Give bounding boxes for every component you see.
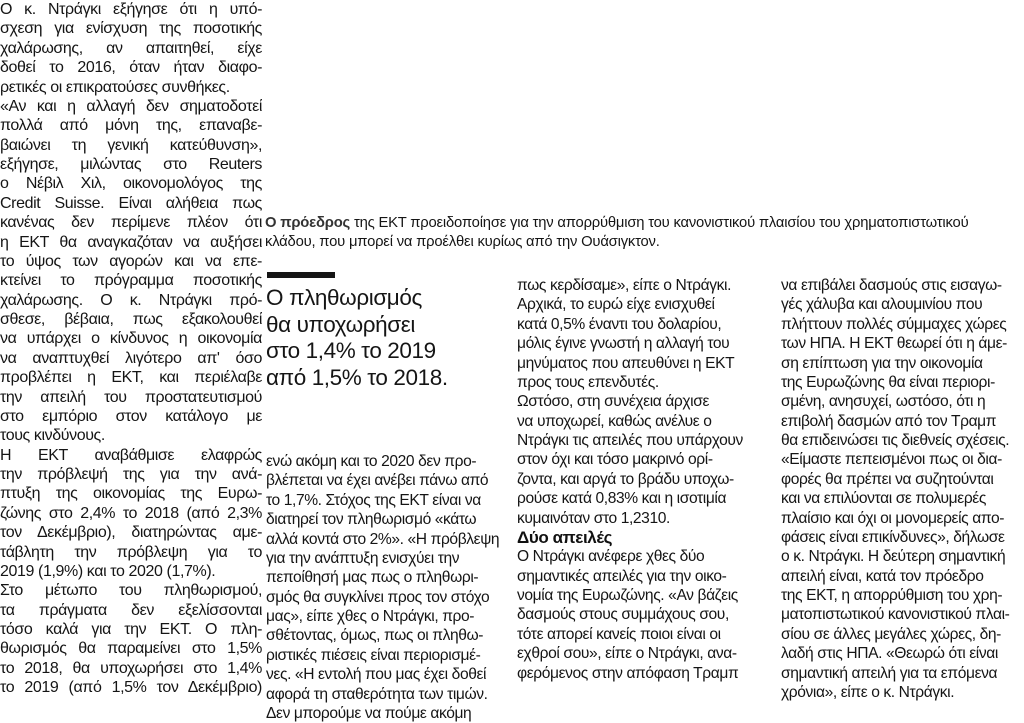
col1-line: 2019 (1,9%) και το 2020 (1,7%). [0,562,216,580]
col1-line: «Αν και η αλλαγή δεν σηματοδοτεί [0,97,262,115]
col5-line: ση επίπτωση για την οικονομία [781,354,983,372]
col3-line: για την ανάπτυξη ενισχύει την [266,549,460,567]
col5-line: φορές θα πρέπει να συζητούνται [781,470,994,488]
col3-line: διατηρεί τον πληθωρισμό «κάτω [266,511,477,529]
article-column-4 [517,276,760,683]
col1-line: προβλέπει η ΕΚΤ, και περιέλαβε [0,369,262,387]
col5-line: επιβολή δασμών από τον Τραμπ [781,412,997,430]
col5-line: της ΕΚΤ, η απορρύθμιση του χρη- [781,587,1003,604]
col1-line: χαλάρωσης, αν απαιτηθεί, είχε [0,39,262,57]
col1-line: την πρόβλεψή της για την ανά- [0,466,262,483]
col1-line: Στο μέτωπο του πληθωρισμού, [0,582,262,600]
col3-line: πεποίθησή μας πως ο πληθωρι- [266,569,479,587]
article-column-1 [0,0,262,698]
col5-line: και να επιλύονται σε πολυμερές [781,490,986,508]
col5-line: σίου σε άλλες μεγάλες χώρες, δη- [781,625,1001,643]
caption-line-1 [265,214,1024,233]
col3-line: σθέτοντας, όμως, πως οι πληθω- [266,627,484,645]
pull-quote-line: από 1,5% το 2018. [266,364,448,390]
article-column-5 [781,276,1024,702]
col1-line: τάβλητη την πρόβλεψη για το [0,543,262,561]
col5-line: «Είμαστε πεπεισμένοι πως οι δια- [781,451,1002,469]
col3-line: βλέπεται να έχει ανέβει πάνω από [266,472,489,490]
col1-line: δοθεί το 2016, όταν ήταν διαφο- [0,59,262,77]
col4-line: νομία της Ευρωζώνης. «Αν βάζεις [517,587,738,604]
col5-line: χρόνια», είπε ο κ. Ντράγκι. [781,683,955,701]
col1-line: το 2019 (από 1,5% τον Δεκέμβριο) [0,679,262,697]
col4-line: φερόμενος στην απόφαση Τραμπ [517,664,739,682]
pull-quote-line: στο 1,4% το 2019 [266,338,436,364]
col5-line: σμένη, ανησυχεί, ωστόσο, ότι η [781,393,986,411]
col1-line: να αναπτυχθεί λιγότερο απ' όσο [0,349,262,367]
col1-line: ο Νέβιλ Χιλ, οικονομολόγος της [0,175,262,193]
pull-quote-rule [267,272,335,278]
col5-line: των ΗΠΑ. Η ΕΚΤ θεωρεί ότι η άμε- [781,335,1007,353]
photo-caption [265,214,1024,252]
col4-line: Ωστόσο, στη συνέχεια άρχισε [517,393,710,411]
col5-line: γές χάλυβα και αλουμινίου που [781,296,983,314]
pull-quote-line: Ο πληθωρισμός [266,285,422,310]
col4-line: προς τους επενδυτές. [517,373,659,391]
col4-line: ρούσε κατά 0,83% και η ισοτιμία [517,490,727,508]
col1-line: ζώνης στο 2,4% το 2018 (από 2,3% [0,504,262,522]
col5-line: ματοπιστωτικού κανονιστικού πλαι- [781,606,1010,624]
col1-line: κτείνει το πρόγραμμα ποσοτικής [0,272,262,290]
col1-line: Η ΕΚΤ αναβάθμισε ελαφρώς [0,446,262,464]
col5-line: σημαντική απειλή για τα επόμενα [781,664,998,682]
article-column-3 [266,452,508,723]
col3-line: ενώ ακόμη και το 2020 δεν προ- [266,453,477,470]
col5-line: ο κ. Ντράγκι. Η δεύτερη σημαντική [781,548,1006,566]
col1-line: πολλά από μόνη της, επαναβε- [0,117,262,135]
col1-line: σχεση για ενίσχυση της ποσοτικής [0,20,262,38]
col3-line: αλλά κοντά στο 2%». «Η πρόβλεψη [266,530,500,548]
col1-line: χαλάρωσης. Ο κ. Ντράγκι πρό- [0,291,262,309]
col4-line: Ντράγκι τις απειλές που υπάρχουν [517,432,743,449]
col4-line: να υποχωρεί, καθώς ανέλυε ο [517,412,712,430]
col4-line: πως κερδίσαμε», είπε ο Ντράγκι. [517,277,731,294]
col5-line: να επιβάλει δασμούς στις εισαγω- [781,277,1002,294]
col3-line: ριστικές πιέσεις είναι περιορισμέ- [266,646,481,664]
pull-quote [266,285,516,391]
col4-line: μόλις έγινε γνωστή η αλλαγή του [517,335,730,353]
col4-line: στον όχι και τόσο μακρινό ορί- [517,451,713,469]
col4-line: μηνύματος που απευθύνει η ΕΚΤ [517,354,735,372]
col1-line: εξήγησε, μιλώντας στο Reuters [0,156,262,173]
col1-line: τόσο καλά για την ΕΚΤ. Ο πλη- [0,621,262,638]
caption-bold-lead: Ο πρόεδρος [265,215,351,231]
col3-line: Δεν μπορούμε να πούμε ακόμη [266,704,472,722]
col1-line: το 2018, θα υποχωρήσει στο 1,4% [0,659,262,677]
col1-line: κανένας δεν περίμενε πλέον ότι [0,214,262,232]
col1-line: θωρισμός θα παραμείνει στο 1,5% [0,640,262,658]
col4-line: δασμούς στους συμμάχους σου, [517,606,729,624]
col5-line: πλαίσιο και όχι οι μονομερείς απο- [781,509,1005,527]
col5-line: φάσεις είναι επικίνδυνες», δήλωσε [781,528,1005,546]
col3-line: αφορά τη σταθερότητα των τιμών. [266,685,488,703]
col1-line: τον Δεκέμβριο), διατηρώντας αμε- [0,524,262,542]
col1-line: σθεσε, βέβαια, πως εξακολουθεί [0,311,262,328]
col4-line: ζοντα, και αργά το βράδυ υποχω- [517,470,734,488]
col5-line: πλήττουν πολλές σύμμαχες χώρες [781,315,1007,333]
col1-line: τους κινδύνους. [0,427,105,445]
col4-line: τότε απορεί κανείς ποιοι είναι οι [517,625,721,643]
col4-line: Ο Ντράγκι ανέφερε χθες δύο [517,548,705,566]
col3-line: νες. «Η εντολή που μας έχει δοθεί [266,666,487,684]
col1-line: την απειλή του προστατευτισμού [0,388,262,406]
col1-line: ρετικές οι επικρατούσες συνθήκες. [0,78,230,96]
col5-line: απειλή είναι, κατά τον πρόεδρο [781,567,984,585]
col1-line: στο εμπόριο στον κατάλογο με [0,407,262,425]
col1-line: το ύψος των αγορών και να επε- [0,252,262,270]
col4-line: σημαντικές απειλές για την οικο- [517,567,727,585]
col1-line: βαιώνει τη γενική κατεύθυνση», [0,136,262,154]
col1-line: να υπάρχει ο κίνδυνος η οικονομία [0,330,262,348]
col1-line: Ο κ. Ντράγκι εξήγησε ότι η υπό- [0,1,262,18]
caption-line-2: κλάδου, που μπορεί να προέλθει κυρίως από την Ουάσιγκτον. [265,234,660,250]
col1-line: η ΕΚΤ θα αναγκαζόταν να αυξήσει [0,233,262,251]
col5-line: λαδή στις ΗΠΑ. «Θεωρώ ότι είναι [781,645,998,663]
caption-text-1: της ΕΚΤ προειδοποίησε για την απορρύθμιση του κανονιστικού πλαισίου του χρηματοπιστωτικού [350,215,969,231]
col1-line: Credit Suisse. Είναι αλήθεια πως [0,194,262,212]
subheading: Δύο απειλές [517,527,613,547]
col5-line: θα επιδεινώσει τις διεθνείς σχέσεις. [781,432,1010,449]
pull-quote-line: θα υποχωρήσει [266,311,415,337]
col4-line: Αρχικά, το ευρώ είχε ενισχυθεί [517,296,715,314]
col5-line: της Ευρωζώνης θα είναι περιορι- [781,373,995,391]
col1-line: τα πράγματα δεν εξελίσσονται [0,601,262,619]
col4-line: κατά 0,5% έναντι του δολαρίου, [517,315,722,333]
col1-line: πτυξη της οικονομίας της Ευρω- [0,485,262,503]
col4-line: κυμαινόταν στο 1,2310. [517,509,670,527]
col4-line: εχθροί σου», είπε ο Ντράγκι, ανα- [517,645,737,663]
col3-line: το 1,7%. Στόχος της ΕΚΤ είναι να [266,491,481,509]
col3-line: σμός θα συγκλίνει προς τον στόχο [266,588,490,606]
col3-line: μας», είπε χθες ο Ντράγκι, προ- [266,608,475,625]
